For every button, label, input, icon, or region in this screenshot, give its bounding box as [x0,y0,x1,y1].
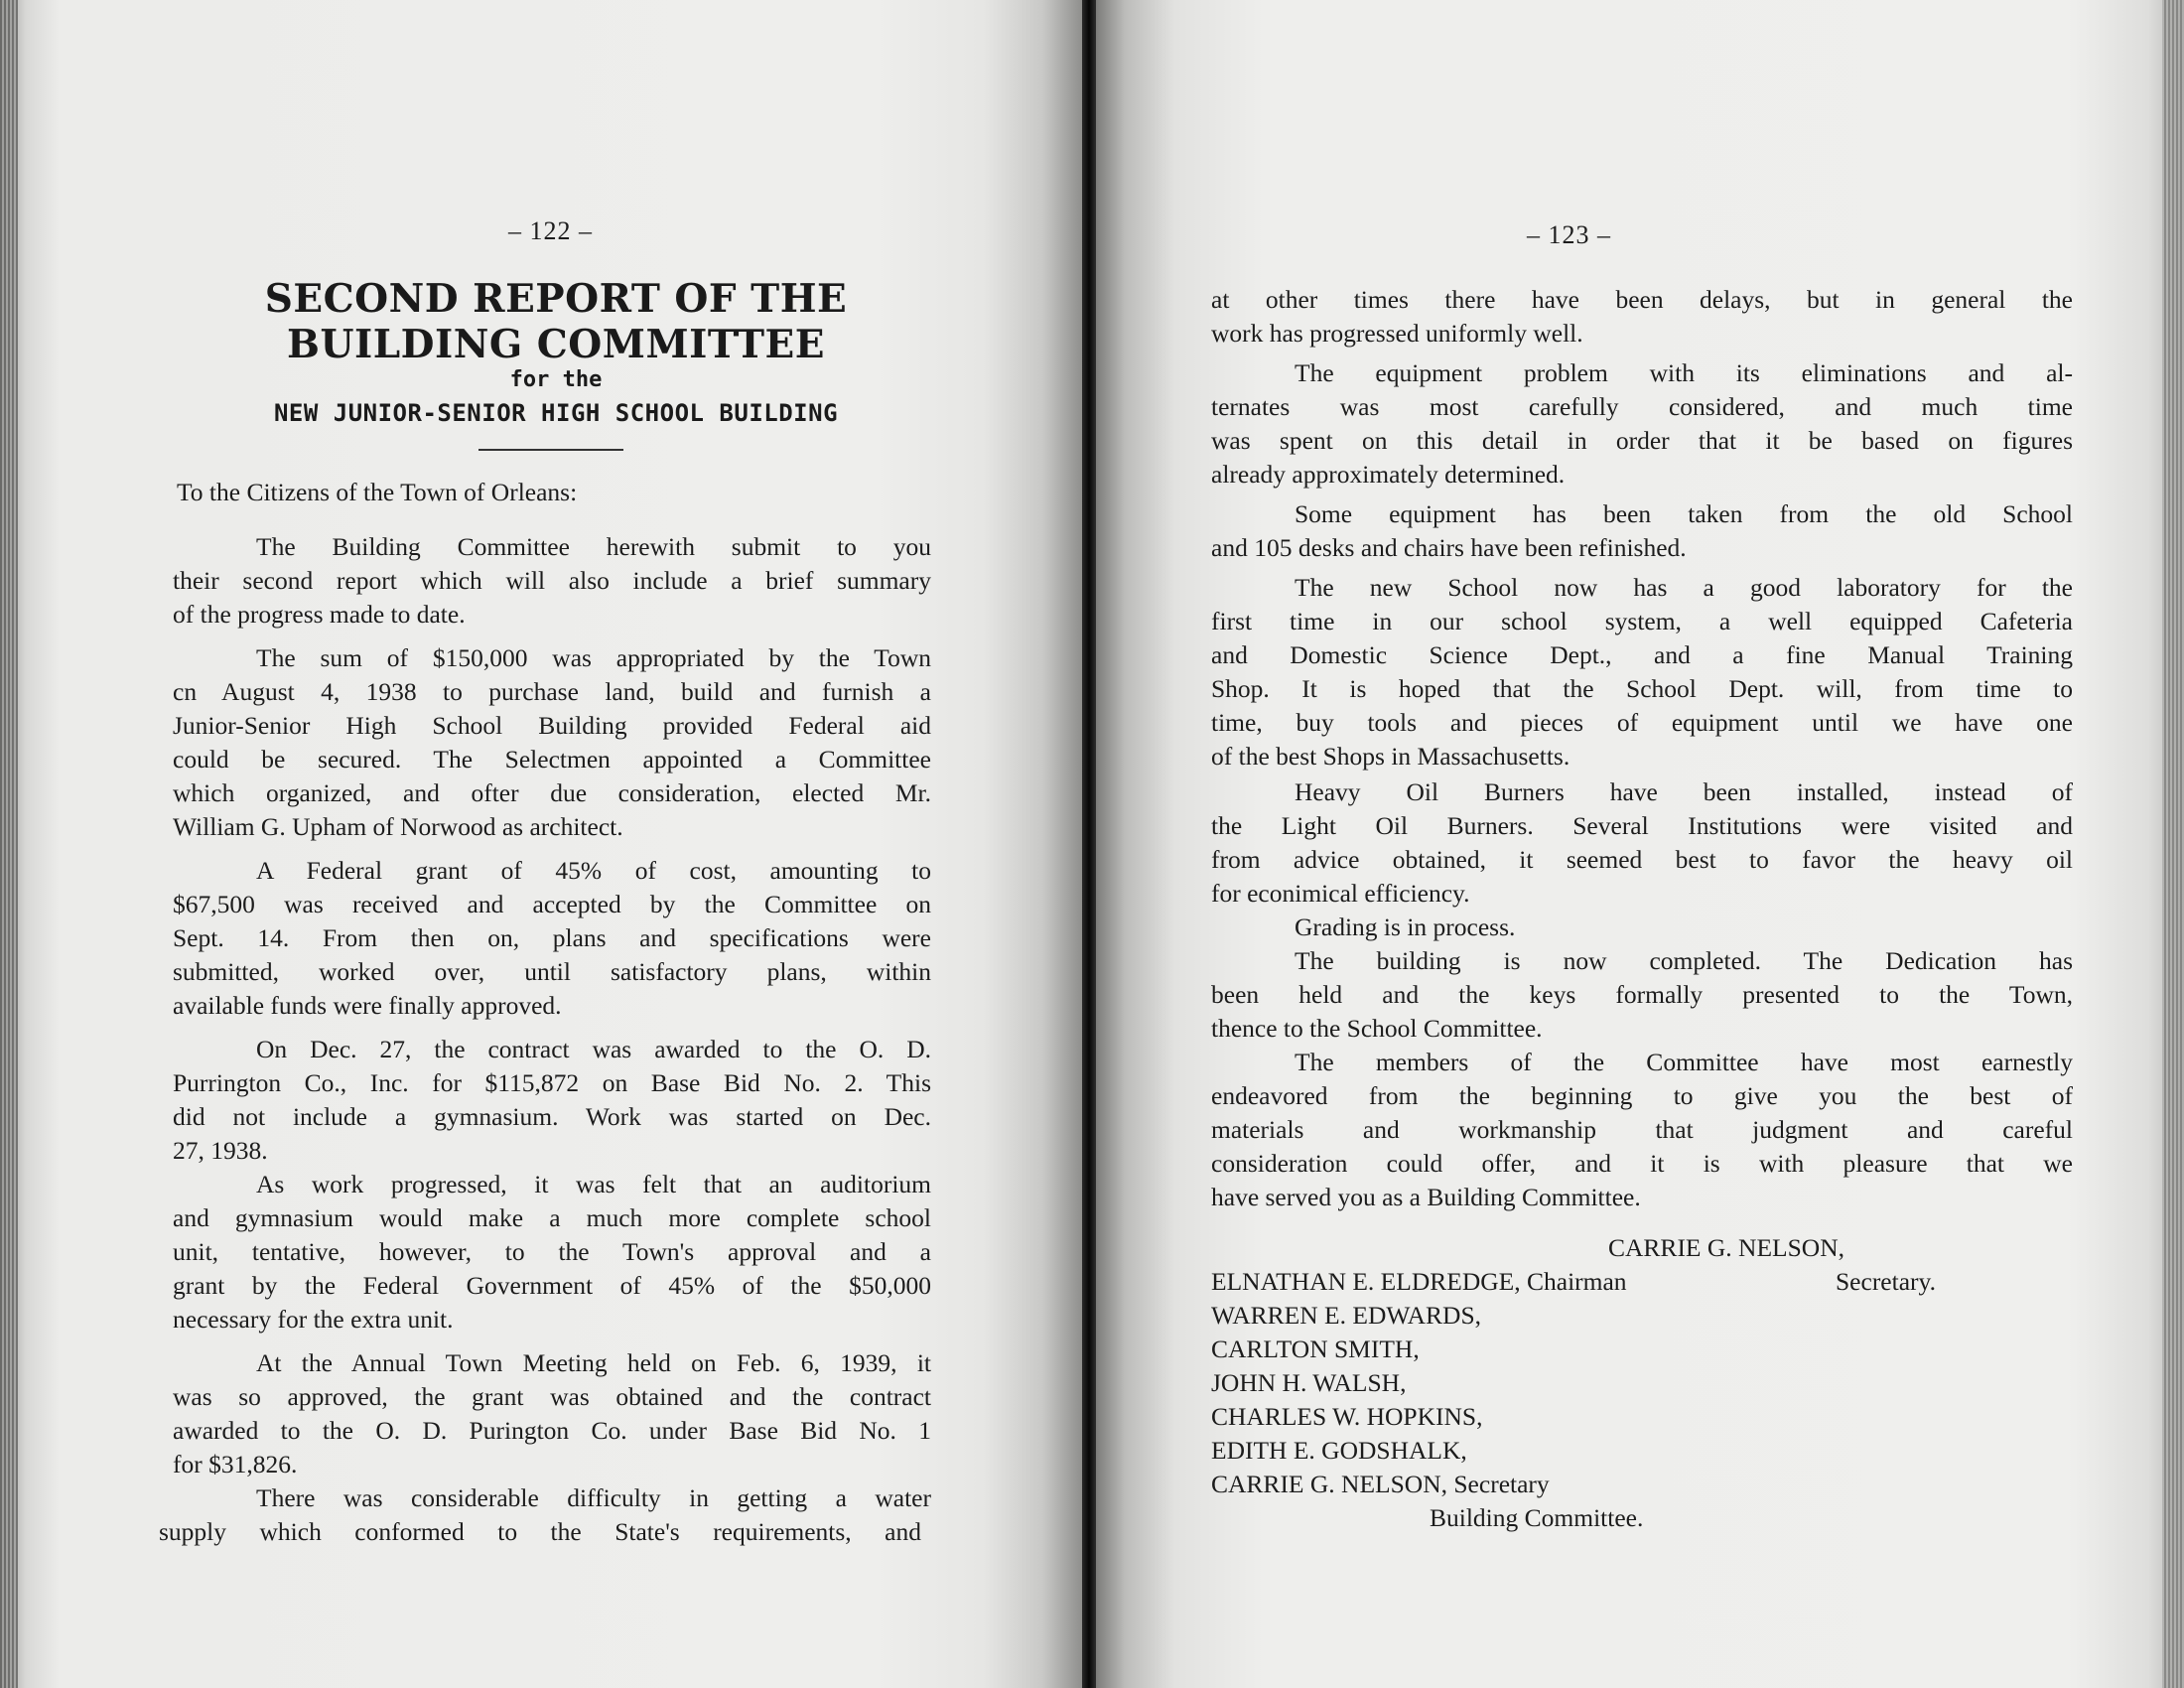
member-signature: CARLTON SMITH, [1211,1335,1420,1363]
report-subtitle: NEW JUNIOR-SENIOR HIGH SCHOOL BUILDING [273,399,839,427]
text-line: The sum of $150,000 was appropriated by the Town [256,643,931,672]
text-line: available funds were finally approved. [173,991,562,1020]
text-line: The members of the Committee have most earnestly [1295,1048,2073,1076]
book-gutter [1082,0,1096,1688]
text-line: Sept. 14. From then on, plans and specifications were [173,923,931,952]
text-line: As work progressed, it was felt that an auditorium [256,1170,931,1198]
text-line: for $31,826. [173,1450,298,1478]
text-line: have served you as a Building Committee. [1211,1183,1641,1211]
text-line: On Dec. 27, the contract was awarded to the O. D. [256,1035,931,1063]
signatory-title: Secretary. [1836,1267,1936,1296]
text-line: for econimical efficiency. [1211,879,1470,908]
text-line: from advice obtained, it seemed best to favor the heavy oil [1211,845,2073,874]
text-line: The Building Committee herewith submit to you [256,532,931,561]
text-line: was so approved, the grant was obtained and the contract [173,1382,931,1411]
text-line: The new School now has a good laboratory for the [1295,573,2073,602]
member-signature: WARREN E. EDWARDS, [1211,1301,1481,1330]
page-number: – 123 – [1527,220,1611,249]
text-line: Grading is in process. [1295,913,1516,941]
text-line: unit, tentative, however, to the Town's approval and a [173,1237,931,1266]
title-divider [478,449,623,451]
text-line: submitted, worked over, until satisfactory plans, within [173,957,931,986]
text-line: which organized, and ofter due consideration, elected Mr. [173,778,931,807]
text-line: There was considerable difficulty in getting a water [256,1483,931,1512]
text-line: William G. Upham of Norwood as architect. [173,812,623,841]
text-line: their second report which will also include a brief summary [173,566,931,595]
text-line: was spent on this detail in order that it be based on figures [1211,426,2073,455]
text-line: of the best Shops in Massachusetts. [1211,742,1570,771]
text-line: of the progress made to date. [173,600,466,629]
report-title: BUILDING COMMITTEE [287,322,825,367]
page-number: – 122 – [508,216,593,245]
signatory-name: CARRIE G. NELSON, [1608,1233,1845,1262]
text-line: the Light Oil Burners. Several Institutions were visited and [1211,811,2073,840]
closing-line: Building Committee. [1430,1503,1644,1532]
text-line: already approximately determined. [1211,460,1566,489]
text-line: Some equipment has been taken from the old School [1295,499,2073,528]
member-signature: CHARLES W. HOPKINS, [1211,1402,1483,1431]
text-line: materials and workmanship that judgment and careful [1211,1115,2073,1144]
text-line: A Federal grant of 45% of cost, amounting to [256,856,931,885]
member-signature: JOHN H. WALSH, [1211,1368,1407,1397]
text-line: Heavy Oil Burners have been installed, instead of [1295,777,2073,806]
report-title: SECOND REPORT OF THE [264,276,848,322]
text-line: Junior-Senior High School Building provided Federal aid [173,711,931,740]
text-line: at other times there have been delays, but in general the [1211,285,2073,314]
chairman-signature: ELNATHAN E. ELDREDGE, Chairman [1211,1267,1627,1296]
text-line: 27, 1938. [173,1136,268,1165]
page-edge-right [2162,0,2184,1688]
text-line: Shop. It is hoped that the School Dept. will, from time to [1211,674,2073,703]
text-line: awarded to the O. D. Purington Co. under Base Bid No. 1 [173,1416,931,1445]
text-line: grant by the Federal Government of 45% of the $50,000 [173,1271,931,1300]
member-signature: EDITH E. GODSHALK, [1211,1436,1467,1465]
right-page [1096,0,2184,1688]
text-line: and 105 desks and chairs have been refinished. [1211,533,1687,562]
member-signature: CARRIE G. NELSON, Secretary [1211,1470,1550,1498]
text-line: cn August 4, 1938 to purchase land, build and furnish a [173,677,931,706]
text-line: and gymnasium would make a much more complete school [173,1203,931,1232]
text-line: At the Annual Town Meeting held on Feb. 6, 1939, it [256,1348,931,1377]
text-line: endeavored from the beginning to give you the best of [1211,1081,2073,1110]
text-line: The equipment problem with its eliminations and al- [1295,358,2073,387]
text-line: work has progressed uniformly well. [1211,319,1583,348]
text-line: did not include a gymnasium. Work was started on Dec. [173,1102,931,1131]
text-line: Purrington Co., Inc. for $115,872 on Base Bid No. 2. This [173,1068,931,1097]
salutation: To the Citizens of the Town of Orleans: [177,478,578,506]
page-edge-left [0,0,18,1688]
text-line: $67,500 was received and accepted by the Committee on [173,890,931,918]
text-line: necessary for the extra unit. [173,1305,454,1334]
text-line: first time in our school system, a well equipped Cafeteria [1211,607,2073,635]
text-line: could be secured. The Selectmen appointed a Committee [173,745,931,774]
text-line: thence to the School Committee. [1211,1014,1543,1043]
text-line: consideration could offer, and it is with pleasure that we [1211,1149,2073,1178]
text-line: time, buy tools and pieces of equipment until we have one [1211,708,2073,737]
text-line: supply which conformed to the State's requirements, and [159,1517,921,1546]
report-subtitle: for the [509,367,603,392]
text-line: and Domestic Science Dept., and a fine Manual Training [1211,640,2073,669]
text-line: The building is now completed. The Dedication has [1295,946,2073,975]
left-page [0,0,1082,1688]
text-line: been held and the keys formally presented to the Town, [1211,980,2073,1009]
text-line: ternates was most carefully considered, and much time [1211,392,2073,421]
